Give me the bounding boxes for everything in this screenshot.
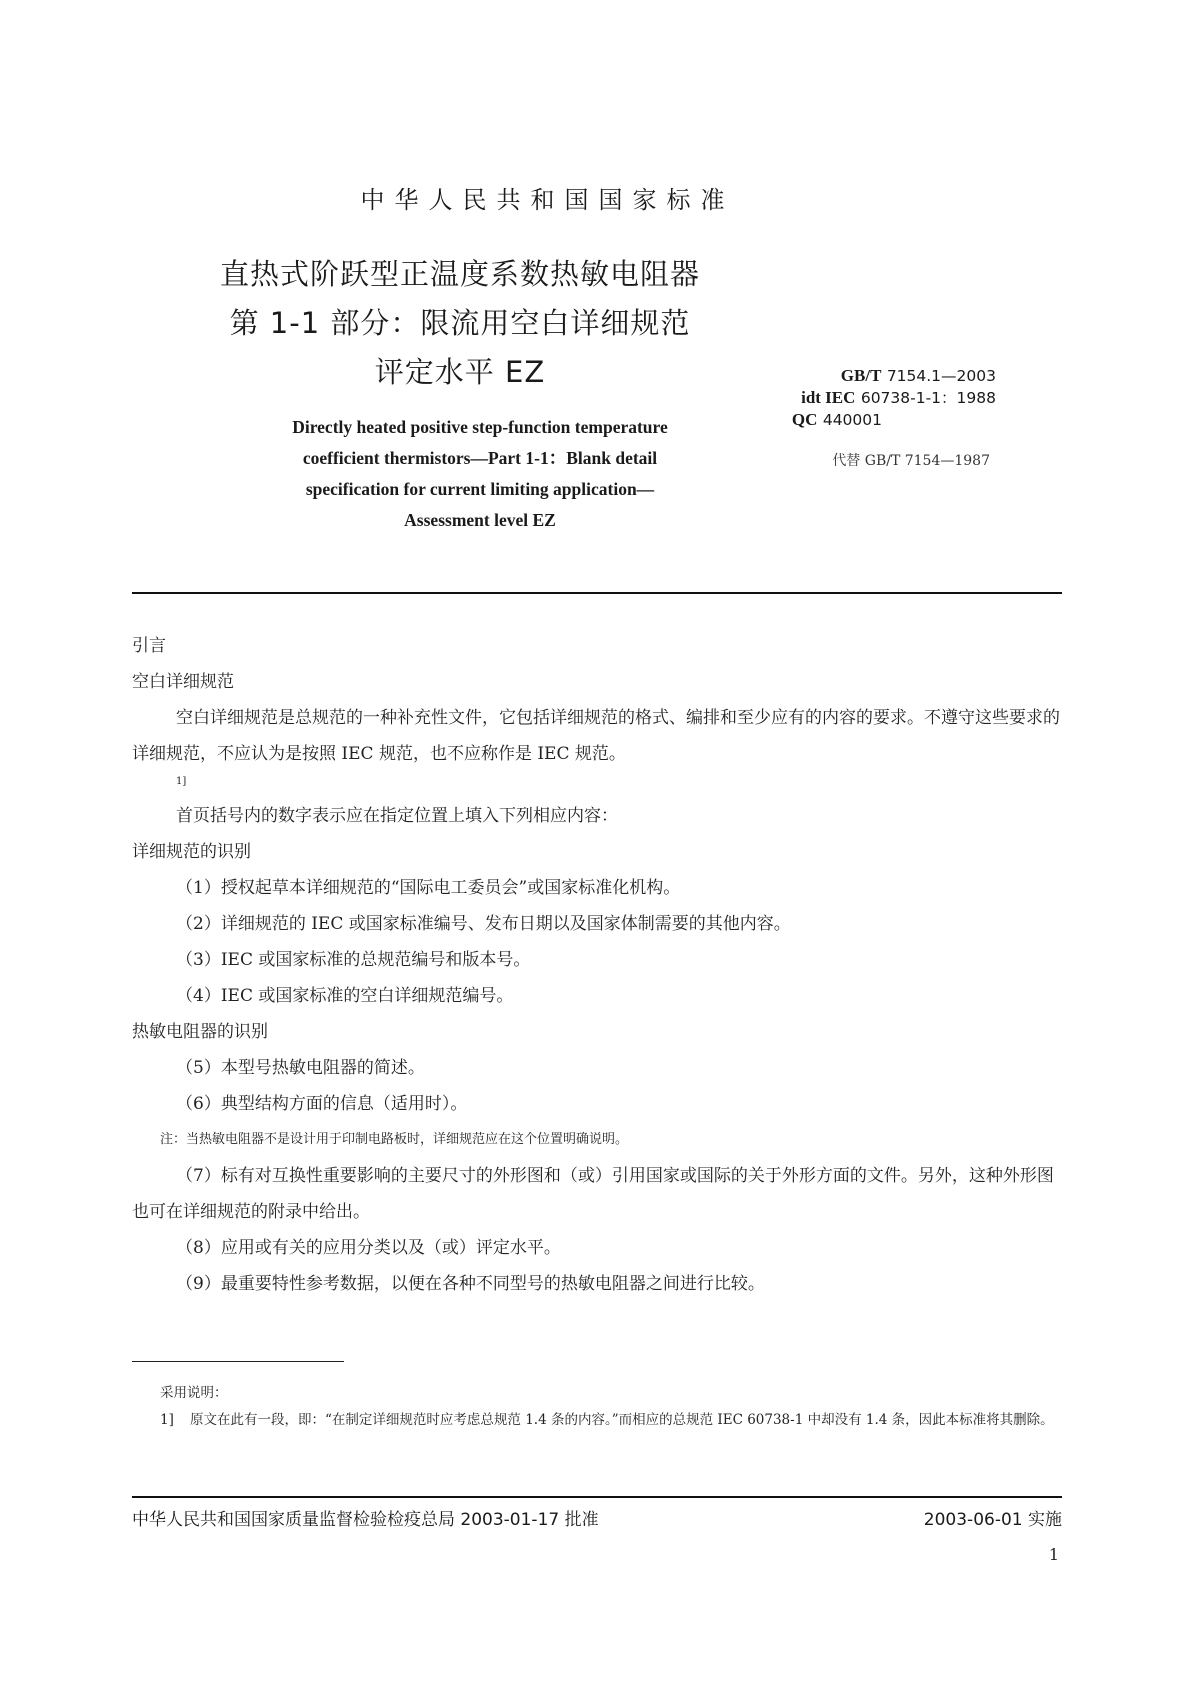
replaces-standard: 代替 GB/T 7154—1987 bbox=[832, 453, 990, 469]
title-en-line-3: specification for current limiting application— bbox=[305, 479, 655, 499]
qc-number-value: 440001 bbox=[822, 411, 882, 429]
list-item-5: （5）本型号热敏电阻器的简述。 bbox=[176, 1058, 425, 1078]
intro-heading: 引言 bbox=[132, 636, 166, 656]
footnote-item bbox=[160, 1407, 1065, 1434]
title-en-line-4: Assessment level EZ bbox=[404, 510, 556, 530]
footer-divider bbox=[132, 1496, 1062, 1498]
list-item-8: （8）应用或有关的应用分类以及（或）评定水平。 bbox=[176, 1238, 561, 1258]
title-en-line-2: coefficient thermistors—Part 1-1：Blank detail bbox=[302, 448, 658, 468]
standard-numbers bbox=[740, 365, 996, 431]
gb-number-value: 7154.1—2003 bbox=[886, 367, 996, 385]
list-item-7: （7）标有对互换性重要影响的主要尺寸的外形图和（或）引用国家或国际的关于外形方面的文件。另外，这种外形图也可在详细规范的附录中给出。 bbox=[132, 1166, 1054, 1222]
idt-prefix: idt IEC bbox=[801, 388, 856, 407]
footnote-marker: 1] bbox=[176, 776, 187, 787]
list-item-1: （1）授权起草本详细规范的“国际电工委员会”或国家标准化机构。 bbox=[176, 878, 681, 898]
national-standard-heading: 中华人民共和国国家标准 bbox=[360, 186, 735, 214]
footnotes bbox=[160, 1380, 1065, 1434]
implementation-date: 2003-06-01 实施 bbox=[923, 1510, 1062, 1530]
title-cn-line-3: 评定水平 EZ bbox=[374, 355, 546, 389]
title-cn-line-1: 直热式阶跃型正温度系数热敏电阻器 bbox=[219, 257, 700, 291]
idt-number-value: 60738-1-1：1988 bbox=[860, 389, 996, 407]
title-cn-line-2: 第 1-1 部分：限流用空白详细规范 bbox=[229, 306, 691, 340]
footnote-text: 原文在此有一段，即：“在制定详细规范时应考虑总规范 1.4 条的内容。”而相应的总规范 IEC 60738-1 中却没有 1.4 条，因此本标准将其删除。 bbox=[190, 1412, 1054, 1428]
list-item-2: （2）详细规范的 IEC 或国家标准编号、发布日期以及国家体制需要的其他内容。 bbox=[176, 914, 791, 934]
thermistor-identification-heading: 热敏电阻器的识别 bbox=[132, 1022, 268, 1042]
first-page-instruction: 首页括号内的数字表示应在指定位置上填入下列相应内容： bbox=[176, 806, 618, 826]
list-item-3: （3）IEC 或国家标准的总规范编号和版本号。 bbox=[176, 950, 531, 970]
gb-prefix: GB/T bbox=[840, 366, 882, 385]
spec-identification-heading: 详细规范的识别 bbox=[132, 842, 251, 862]
idt-number bbox=[740, 387, 996, 409]
title-en bbox=[230, 412, 730, 536]
footnote-heading: 采用说明： bbox=[160, 1385, 228, 1401]
header-divider bbox=[132, 592, 1062, 594]
list-item-9: （9）最重要特性参考数据，以便在各种不同型号的热敏电阻器之间进行比较。 bbox=[176, 1274, 765, 1294]
title-en-line-1: Directly heated positive step-function temperature bbox=[292, 417, 668, 437]
footnote-divider bbox=[132, 1361, 344, 1362]
note: 注：当热敏电阻器不是设计用于印制电路板时，详细规范应在这个位置明确说明。 bbox=[160, 1132, 629, 1147]
blank-spec-heading: 空白详细规范 bbox=[132, 672, 234, 692]
gb-number bbox=[740, 365, 996, 387]
qc-prefix: QC bbox=[791, 410, 818, 429]
list-item-6: （6）典型结构方面的信息（适用时）。 bbox=[176, 1094, 468, 1114]
qc-number bbox=[740, 409, 996, 431]
page-number: 1 bbox=[1048, 1545, 1059, 1564]
footnote-number: 1] bbox=[160, 1412, 174, 1428]
list-item-4: （4）IEC 或国家标准的空白详细规范编号。 bbox=[176, 986, 514, 1006]
blank-spec-paragraph: 空白详细规范是总规范的一种补充性文件，它包括详细规范的格式、编排和至少应有的内容的要求。不遵守这些要求的详细规范，不应认为是按照 IEC 规范，也不应称作是 IEC 规范。 bbox=[132, 708, 1060, 764]
approval-statement: 中华人民共和国国家质量监督检验检疫总局 2003-01-17 批准 bbox=[132, 1510, 599, 1530]
document-body bbox=[132, 628, 1062, 1302]
